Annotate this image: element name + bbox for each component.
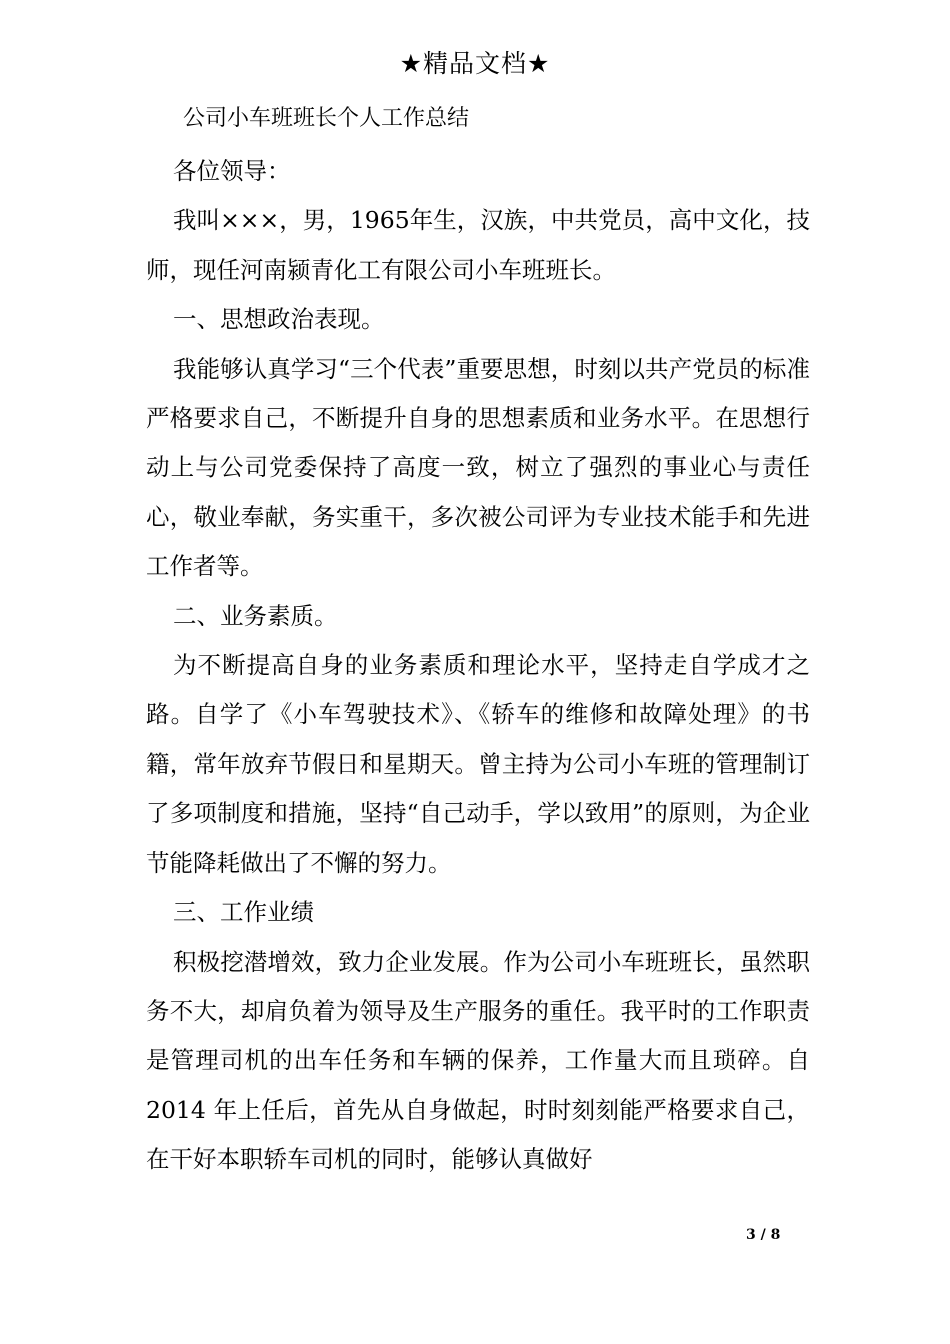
salutation: 各位领导： <box>173 157 291 185</box>
section-heading-professional: 二、业务素质。 <box>173 601 338 630</box>
document-body <box>146 147 810 1185</box>
paragraph-professional: 为不断提高自身的业务素质和理论水平，坚持走自学成才之路。自学了《小车驾驶技术》、《轿车的维修和故障处理》的书籍，常年放弃节假日和星期天。曾主持为公司小车班的管理制订了多项制度和措施，坚持“自己动手，学以致用”的原则，为企业节能降耗做出了不懈的努力。 <box>146 651 810 877</box>
page-number: 3 / 8 <box>746 1227 781 1243</box>
section-heading-performance: 三、工作业绩 <box>173 898 314 927</box>
section-heading-political: 一、思想政治表现。 <box>173 305 385 334</box>
paragraph-performance: 积极挖潜增效，致力企业发展。作为公司小车班班长，虽然职务不大，却肩负着为领导及生产服务的重任。我平时的工作职责是管理司机的出车任务和车辆的保养，工作量大而且琐碎。自 2014 年上任后，首先从自身做起，时时刻刻能严格要求自己，在干好本职轿车司机的同时，能够认真做好 <box>146 947 810 1174</box>
page-header-banner: ★精品文档★ <box>399 49 551 78</box>
paragraph-introduction: 我叫×××，男，1965年生，汉族，中共党员，高中文化，技师，现任河南颍青化工有限公司小车班班长。 <box>146 206 810 284</box>
paragraph-political: 我能够认真学习“三个代表”重要思想，时刻以共产党员的标准严格要求自己，不断提升自身的思想素质和业务水平。在思想行动上与公司党委保持了高度一致，树立了强烈的事业心与责任心，敬业奉献，务实重干，多次被公司评为专业技术能手和先进工作者等。 <box>146 354 810 581</box>
document-title: 公司小车班班长个人工作总结 <box>183 106 470 131</box>
